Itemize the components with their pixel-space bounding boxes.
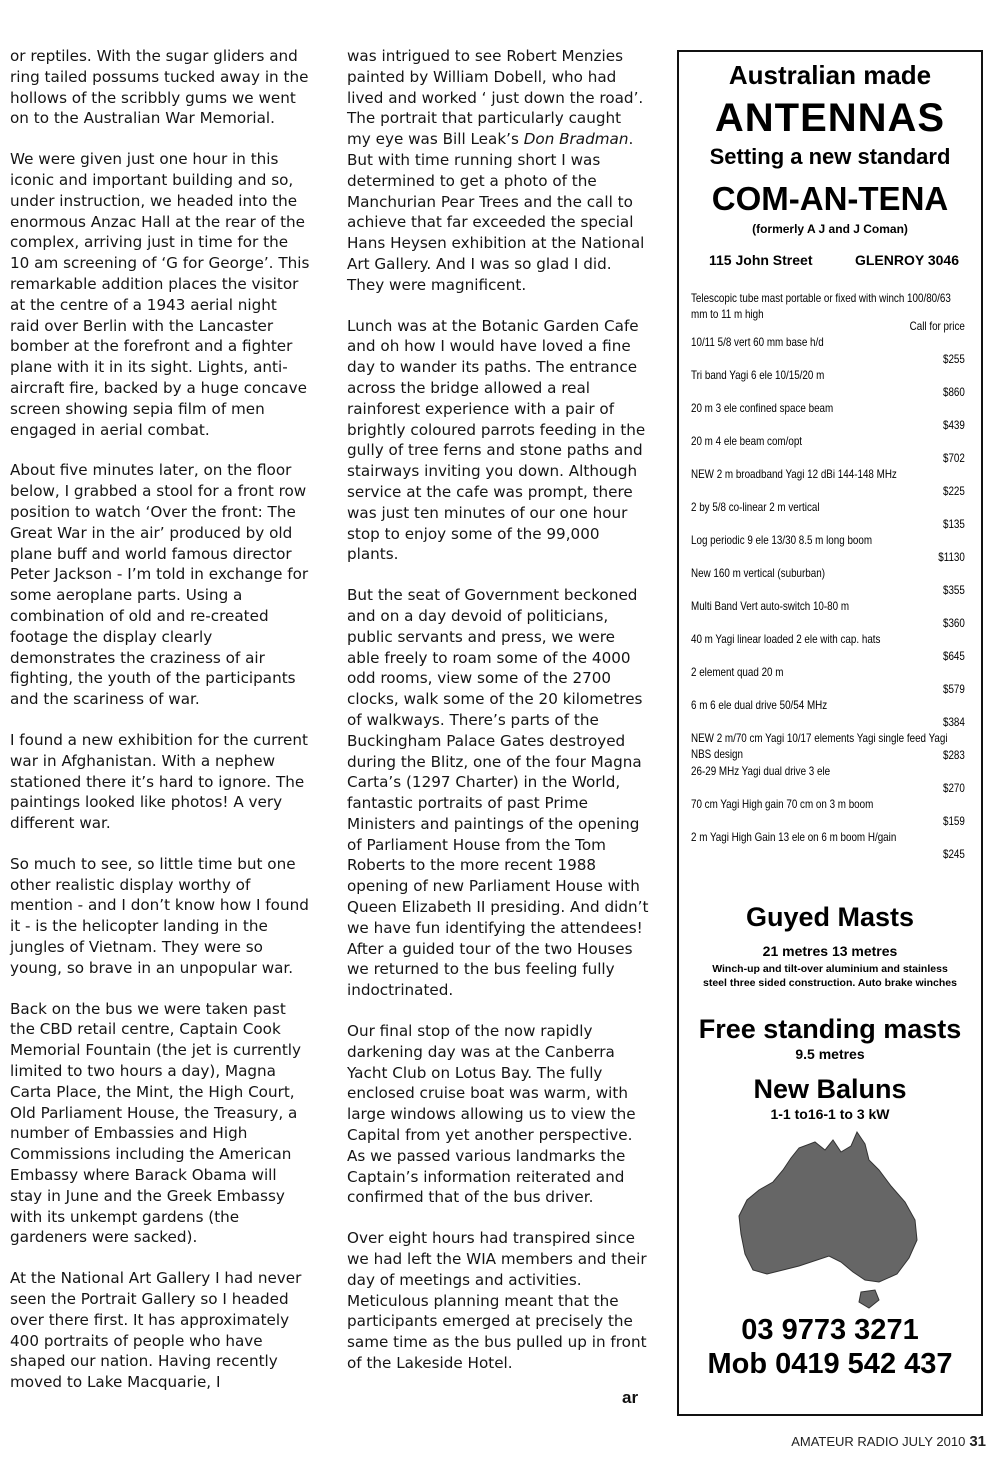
ad-headline-antennas: ANTENNAS [714, 96, 946, 140]
product-name: NEW 2 m/70 cm Yagi 10/17 elements Yagi single feed Yagi NBS design [691, 731, 948, 761]
paragraph: Over eight hours had transpired since we had left the WIA members and their day of meetings and activities. Meticulous planning meant that the participants emerged at precisely the same time as the bus pulled up in front of the Lakeside Hotel. [347, 1229, 647, 1373]
page-number: 31 [969, 1433, 986, 1450]
price-row [691, 532, 965, 565]
paragraph-text: . But with time running short I was determined to get a photo of the Manchurian Pear Trees and the call to achieve that far exceeded the special Hans Heysen exhibition at the National Art Gallery. And I was so glad I did. They were magnificent. [347, 130, 645, 294]
product-name: 2 m Yagi High Gain 13 ele on 6 m boom H/gain [691, 830, 897, 844]
product-price: $355 [942, 583, 965, 597]
guyed-masts-title: Guyed Masts [745, 902, 915, 932]
product-price: $225 [942, 484, 965, 498]
paragraph: We were given just one hour in this iconic and important building and so, under instruction, we headed into the enormous Anzac Hall at the rear of the complex, arriving just in time for the 10 am screening of ‘G for George’. This remarkable addition places the visitor at the centre of a 1943 aerial night raid over Berlin with the Lancaster bomber at the forefront and a fighter plane with it in its sight. Lights, anti-aircraft fire, backed by a huge concave screen showing sepia film of men engaged in aerial combat. [10, 150, 310, 439]
ad-street: 115 John Street [709, 252, 813, 268]
article-column-1 [10, 46, 310, 1413]
ad-city: GLENROY 3046 [854, 252, 959, 268]
price-row [691, 598, 965, 631]
product-name: Telescopic tube mast portable or fixed with winch 100/80/63 mm to 11 m high [691, 291, 951, 321]
price-row [691, 796, 965, 829]
baluns-title: New Baluns [753, 1074, 907, 1104]
article-signoff: ar [622, 1388, 639, 1407]
product-name: 20 m 4 ele beam com/opt [691, 434, 803, 448]
antenna-advertisement [677, 50, 983, 1416]
free-standing-title: Free standing masts [698, 1014, 962, 1044]
product-name: Tri band Yagi 6 ele 10/15/20 m [691, 368, 825, 382]
price-row [691, 334, 965, 367]
guyed-masts-description: Winch-up and tilt-over aluminium and stainless steel three sided construction. Auto brake winches [702, 963, 957, 989]
paragraph: At the National Art Gallery I had never seen the Portrait Gallery so I headed over there first. It has approximately 400 portraits of people who have shaped our nation. Having recently moved to Lake Macquarie, I [10, 1269, 302, 1392]
paragraph [347, 46, 649, 296]
paragraph: But the seat of Government beckoned and on a day devoid of politicians, public servants and press, we were able freely to roam some of the 4000 odd rooms, view some of the 2700 clocks, walk some of the 20 kilometres of walkways. There’s parts of the Buckingham Palace Gates destroyed during the Blitz, one of the four Magna Carta’s (1297 Charter) in the World, fantastic portraits of past Prime Ministers and paintings of the opening of Parliament House from the Tom Roberts to the more recent 1988 opening of new Parliament House with Queen Elizabeth II presiding. And didn’t we have fun identifying the attendees! After a guided tour of the two Houses we returned to the bus feeling fully indoctrinated. [347, 586, 649, 1000]
price-row [691, 829, 965, 862]
italic-title: Don Bradman [523, 130, 629, 149]
product-name: 6 m 6 ele dual drive 50/54 MHz [691, 698, 828, 712]
price-row [691, 499, 965, 532]
price-row [691, 763, 965, 796]
australia-map-icon [729, 1130, 929, 1318]
product-price: $255 [942, 352, 965, 366]
ad-mobile: Mob 0419 542 437 [707, 1348, 953, 1380]
product-name: Log periodic 9 ele 13/30 8.5 m long boom [691, 533, 873, 547]
page-footer [791, 1433, 986, 1450]
paragraph: Our final stop of the now rapidly darkening day was at the Canberra Yacht Club on Lotus Bay. The fully enclosed cruise boat was warm, with large windows allowing us to view the Capital from yet another perspective. As we passed various landmarks the Captain’s information reiterated and confirmed that of the bus driver. [347, 1022, 636, 1207]
product-name: 2 element quad 20 m [691, 665, 784, 679]
ad-address [709, 252, 959, 268]
product-price: $159 [942, 814, 965, 828]
product-name: Multi Band Vert auto-switch 10-80 m [691, 599, 850, 613]
price-row [691, 697, 965, 730]
paragraph: Back on the bus we were taken past the CBD retail centre, Captain Cook Memorial Fountain (the jet is currently limited to two hours a day), Magna Carta Place, the Mint, the High Court, Old Parliament House, the Treasury, a number of Embassies and High Commissions including the American Embassy where Barack Obama will stay in June and the Greek Embassy with its unkempt gardens (the gardeners were sacked). [10, 999, 302, 1247]
price-row [691, 730, 965, 763]
magazine-issue: AMATEUR RADIO JULY 2010 [791, 1434, 966, 1449]
paragraph: Lunch was at the Botanic Garden Cafe and oh how I would have loved a fine day to wander its paths. The entrance across the bridge allowed a real rainforest experience with a pair of brightly coloured parrots feeding in the gully of tree ferns and stone paths and stairways inviting you down. Although service at the cafe was prompt, there was just ten minutes of our one hour stop to enjoy some of the 99,000 plants. [347, 316, 646, 564]
product-price: $860 [942, 385, 965, 399]
price-row [691, 466, 965, 499]
product-price: $702 [942, 451, 965, 465]
product-price: $645 [942, 649, 965, 663]
product-price: $579 [942, 682, 965, 696]
product-price: Call for price [909, 319, 965, 333]
ad-tagline: Setting a new standard [709, 144, 951, 169]
price-list [691, 290, 965, 862]
product-price: $270 [942, 781, 965, 795]
paragraph-text: was intrigued to see Robert Menzies painted by William Dobell, who had lived and worked ‘ just down the road’. The portrait that particularly caught my eye was Bill Leak’s [347, 47, 644, 149]
product-name: 10/11 5/8 vert 60 mm base h/d [691, 335, 824, 349]
product-name: 70 cm Yagi High gain 70 cm on 3 m boom [691, 797, 874, 811]
product-name: New 160 m vertical (suburban) [691, 566, 825, 580]
price-row [691, 290, 965, 334]
paragraph: About five minutes later, on the floor below, I grabbed a stool for a front row position to watch ‘Over the front: The Great War in the air’ produced by old plane buff and world famous director Peter Jackson - I’m told in exchange for some aeroplane parts. Using a combination of old and re-created footage the display clearly demonstrates the craziness of air fighting, the youth of the participants and the scariness of war. [10, 461, 309, 709]
ad-phone: 03 9773 3271 [741, 1314, 919, 1346]
product-price: $283 [942, 748, 965, 762]
product-price: $384 [942, 715, 965, 729]
product-price: $1130 [938, 550, 965, 564]
guyed-masts-sizes: 21 metres 13 metres [762, 943, 898, 959]
product-name: NEW 2 m broadband Yagi 12 dBi 144-148 MHz [691, 467, 897, 481]
ad-headline-made: Australian made [728, 60, 932, 90]
ad-brand: COM-AN-TENA [711, 180, 949, 217]
product-name: 20 m 3 ele confined space beam [691, 401, 834, 415]
paragraph: So much to see, so little time but one other realistic display worthy of mention - and I don’t know how I found it - is the helicopter landing in the jungles of Vietnam. They were so young, so brave in an unpopular war. [10, 854, 309, 977]
product-price: $135 [942, 517, 965, 531]
ad-formerly: (formerly A J and J Coman) [752, 222, 908, 236]
free-standing-size: 9.5 metres [795, 1046, 865, 1062]
price-row [691, 565, 965, 598]
article-column-2 [347, 46, 649, 1394]
paragraph: I found a new exhibition for the current war in Afghanistan. With a nephew stationed there it’s hard to ignore. The paintings looked like photos! A very different war. [10, 730, 308, 833]
product-name: 40 m Yagi linear loaded 2 ele with cap. hats [691, 632, 881, 646]
product-price: $360 [942, 616, 965, 630]
price-row [691, 631, 965, 664]
product-name: 26-29 MHz Yagi dual drive 3 ele [691, 764, 831, 778]
baluns-description: 1-1 to16-1 to 3 kW [770, 1106, 890, 1122]
paragraph: or reptiles. With the sugar gliders and ring tailed possums tucked away in the hollows of the scribbly gums we went on to the Australian War Memorial. [10, 47, 309, 128]
price-row [691, 400, 965, 433]
product-price: $245 [942, 847, 965, 861]
price-row [691, 433, 965, 466]
product-price: $439 [942, 418, 965, 432]
price-row [691, 367, 965, 400]
price-row [691, 664, 965, 697]
product-name: 2 by 5/8 co-linear 2 m vertical [691, 500, 820, 514]
